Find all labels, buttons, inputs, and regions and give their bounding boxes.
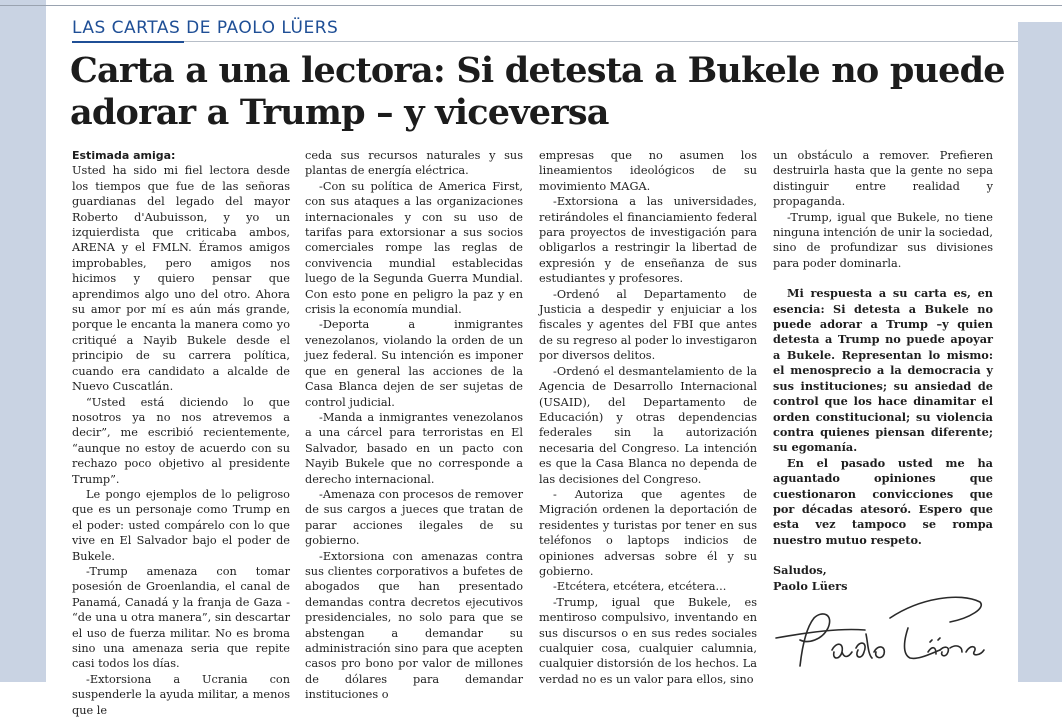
page-margin-right bbox=[1018, 22, 1062, 682]
paragraph: -Extorsiona a las universidades, retirándoles el financiamiento federal para proyectos de investigación para obligarlos a restringir la libertad de expresión y de enseñanza de sus estudiantes y profesores. bbox=[539, 195, 757, 286]
paragraph: -Trump amenaza con tomar posesión de Groenlandia, el canal de Panamá, Canadá y la franja de Gaza - “de una u otra manera”, sin descartar el uso de fuerza militar. No es broma sino una amenaza seria que repite casi todos los días. bbox=[72, 564, 290, 671]
paragraph: -Extorsiona a Ucrania con suspenderle la ayuda militar, a menos que le bbox=[72, 672, 290, 717]
paragraph: ceda sus recursos naturales y sus plantas de energía eléctrica. bbox=[305, 149, 523, 178]
paragraph: -Con su política de America First, con sus ataques a las organizaciones internacionales y con su uso de tarifas para extorsionar a sus socios comerciales rompe las reglas de convivencia mundial establecidas luego de la Segunda Guerra Mundial. Con esto pone en peligro la paz y en crisis la economía mundial. bbox=[305, 179, 523, 317]
paragraph: Le pongo ejemplos de lo peligroso que es un personaje como Trump en el poder: usted compárelo con lo que vive en El Salvador bajo el poder de Bukele. bbox=[72, 487, 290, 563]
column-4 bbox=[773, 148, 993, 593]
column-2 bbox=[305, 148, 523, 702]
paragraph: un obstáculo a remover. Prefieren destruirla hasta que la gente no sepa distinguir entre realidad y propaganda. bbox=[773, 149, 993, 209]
conclusion-paragraph: Mi respuesta a su carta es, en esencia: Si detesta a Bukele no puede adorar a Trump –y quien detesta a Trump no puede apoyar a Bukele. Representan lo mismo: el menosprecio a la democracia y sus instituciones; su ansiedad de control que los hace dinamitar el orden constitucional; su violencia contra quienes piensan diferente; su egomanía. bbox=[773, 286, 993, 455]
paragraph: -Ordenó el desmantelamiento de la Agencia de Desarrollo Internacional (USAID), del Departamento de Educación) y otras dependencias federales sin la autorización necesaria del Congreso. La intención es que la Casa Blanca no dependa de las decisiones del Congreso. bbox=[539, 364, 757, 486]
signature-image bbox=[770, 588, 1020, 680]
section-label: LAS CARTAS DE PAOLO LÜERS bbox=[72, 18, 339, 38]
greeting: Estimada amiga: bbox=[72, 149, 176, 162]
spacer bbox=[773, 548, 993, 563]
paragraph: -Trump, igual que Bukele, es mentiroso compulsivo, inventando en sus discursos o en sus redes sociales cualquier cosa, cualquier calumnia, cualquier distorsión de los hechos. La verdad no es un valor para ellos, sino bbox=[539, 595, 757, 686]
paragraph: -Trump, igual que Bukele, no tiene ninguna intención de unir la sociedad, sino de profundizar sus divisiones para poder dominarla. bbox=[773, 210, 993, 270]
conclusion-paragraph: En el pasado usted me ha aguantado opiniones que cuestionaron convicciones que por décadas atesoró. Espero que esta vez tampoco se rompa nuestro mutuo respeto. bbox=[773, 455, 993, 547]
closing: Saludos, bbox=[773, 563, 827, 578]
section-underline bbox=[72, 41, 184, 43]
paragraph: “Usted está diciendo lo que nosotros ya no nos atrevemos a decir”, me escribió recientemente, “aunque no estoy de acuerdo con su rechazo poco objetivo al presidente Trump”. bbox=[72, 395, 290, 486]
page-margin-left bbox=[0, 0, 46, 682]
paragraph: -Deporta a inmigrantes venezolanos, violando la orden de un juez federal. Su intención es imponer que en general las acciones de la Casa Blanca dejen de ser sujetas de control judicial. bbox=[305, 318, 523, 409]
section-rule bbox=[184, 41, 1018, 42]
paragraph: -Amenaza con procesos de remover de sus cargos a jueces que tratan de parar acciones ilegales de su gobierno. bbox=[305, 487, 523, 548]
paragraph: -Extorsiona con amenazas contra sus clientes corporativos a bufetes de abogados que han presentado demandas contra decretos ejecutivos presidenciales, no solo para que se abstengan a demandar su administración sino para que acepten casos pro bono por valor de millones de dólares para demandar instituciones o bbox=[305, 549, 523, 702]
spacer bbox=[773, 271, 993, 286]
top-divider bbox=[0, 5, 1062, 6]
paragraph: - Autoriza que agentes de Migración ordenen la deportación de residentes y turistas por tener en sus teléfonos o laptops indicios de opiniones adversas sobre él y su gobierno. bbox=[539, 487, 757, 578]
paragraph: -Ordenó al Departamento de Justicia a despedir y enjuiciar a los fiscales y agentes del FBI que antes de su regreso al poder lo investigaron por diversos delitos. bbox=[539, 287, 758, 363]
paragraph: -Manda a inmigrantes venezolanos a una cárcel para terroristas en El Salvador, basado en un pacto con Nayib Bukele que no corresponde a derecho internacional. bbox=[305, 410, 523, 486]
paragraph: Usted ha sido mi fiel lectora desde los tiempos que fue de las señoras guardianas del legado del mayor Roberto d'Aubuisson, y yo un izquierdista que criticaba ambos, ARENA y el FMLN. Éramos amigos improbables, pero amigos nos hicimos y quiero pensar que aprendimos algo uno del otro. Ahora su amor por mí es aún más grande, porque le encanta la manera como yo critiqué a Nayib Bukele desde el principio de su carrera política, cuando era candidato a alcalde de Nuevo Cuscatlán. bbox=[72, 164, 290, 394]
column-3 bbox=[539, 148, 758, 686]
author-name: Paolo Lüers bbox=[773, 578, 848, 593]
headline: Carta a una lectora: Si detesta a Bukele no puede adorar a Trump – y viceversa bbox=[70, 50, 1005, 133]
column-1 bbox=[72, 148, 290, 717]
paragraph: -Etcétera, etcétera, etcétera... bbox=[553, 580, 727, 594]
paragraph: empresas que no asumen los lineamientos ideológicos de su movimiento MAGA. bbox=[539, 149, 757, 193]
